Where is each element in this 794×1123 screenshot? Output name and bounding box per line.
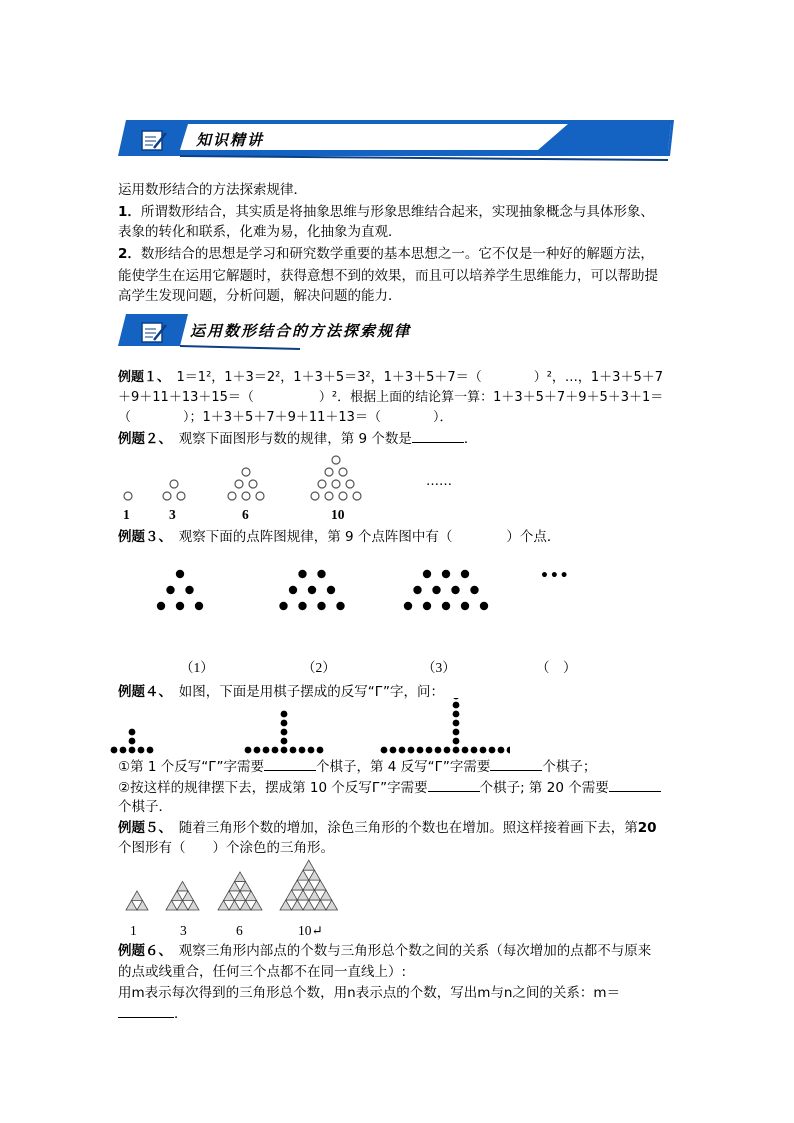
dot [442, 570, 450, 578]
example-text: 1＝1²，1＋3＝2²，1＋3＋5＝3²，1＋3＋5＋7＝（ ）²，…，1＋3＋5＋7 [176, 370, 663, 385]
shaded-triangle [132, 891, 143, 901]
ellipsis: …… [426, 474, 452, 489]
answer-blank[interactable] [428, 777, 480, 792]
circle-dot [346, 480, 354, 488]
chess-piece [498, 747, 505, 754]
chess-piece [245, 747, 252, 754]
dot [336, 602, 344, 610]
example-1-cont2: （ ）；1＋3＋5＋7＋9＋11＋13＝（ ）． [118, 410, 453, 425]
method-banner-title: 运用数形结合的方法探索规律 [190, 322, 412, 340]
shaded-triangle [240, 881, 251, 891]
figure-caption: （1） [180, 660, 214, 675]
chess-piece [462, 747, 469, 754]
dot [327, 586, 335, 594]
circle-dot [339, 468, 347, 476]
example-1-cont: ＋9＋11＋13＋15＝（ ）²．根据上面的结论算一算：1＋3＋5＋7＋9＋5＋3＋1＝ [118, 390, 664, 405]
point-number: 2． [118, 246, 141, 262]
circle-dot [325, 492, 333, 500]
figure-number: 3 [180, 923, 187, 938]
example-end: ． [174, 1006, 188, 1022]
chess-piece [281, 747, 288, 754]
chess-piece [444, 747, 451, 754]
figure-number: 1 [123, 507, 130, 522]
answer-blank[interactable] [412, 428, 464, 443]
q-text: 个棋子； [542, 759, 597, 775]
point-text: 所谓数形结合，其实质是将抽象思维与形象思维结合起来，实现抽象概念与具体形象、 [140, 204, 654, 220]
chess-piece [308, 747, 315, 754]
chess-piece [129, 738, 136, 745]
chess-piece [408, 747, 415, 754]
dot [298, 602, 306, 610]
chess-piece [299, 747, 306, 754]
dot [432, 586, 440, 594]
example-6-cont2: 用m表示每次得到的三角形总个数，用n表示点的个数，写出m与n之间的关系：m＝ [118, 985, 621, 1001]
dots-more: • • • [540, 568, 567, 584]
chess-piece [471, 747, 478, 754]
chess-piece [281, 738, 288, 745]
shaded-triangle [297, 870, 309, 880]
shaded-triangle [309, 890, 321, 900]
dot [423, 602, 431, 610]
example-label: 例题６、 [118, 943, 166, 959]
shaded-triangle [292, 880, 304, 890]
example-4-q1 [118, 756, 596, 777]
circle-triangle-figures [110, 446, 410, 506]
figure-number: 10↵ [298, 923, 323, 938]
circle-dot [228, 492, 236, 500]
circle-dot [249, 480, 257, 488]
chess-piece [426, 747, 433, 754]
knowledge-banner [118, 118, 674, 162]
shaded-triangle [188, 900, 199, 910]
circle-dot [318, 480, 326, 488]
chess-piece [147, 747, 154, 754]
example-end: ． [463, 431, 478, 447]
chess-piece-figures [110, 698, 510, 758]
dot [423, 570, 431, 578]
shaded-triangle [229, 900, 240, 910]
chess-piece [453, 729, 460, 736]
shaded-triangle [303, 880, 315, 890]
figure-number: 10 [331, 507, 345, 522]
notebook-icon [140, 128, 168, 152]
circle-dot [177, 492, 185, 500]
shaded-triangle [292, 900, 304, 910]
chess-piece [317, 747, 324, 754]
shaded-triangle [280, 900, 292, 910]
intro-point-2-cont: 能使学生在运用它解题时，获得意想不到的效果，而且可以培养学生思维能力，可以帮助提 [118, 268, 658, 284]
shaded-triangle [326, 900, 338, 910]
circle-dot [242, 492, 250, 500]
dot [176, 602, 184, 610]
chess-piece [111, 747, 118, 754]
shaded-triangle [235, 872, 246, 882]
highlight-number: 20 [637, 820, 657, 836]
intro-line: 运用数形结合的方法探索规律． [118, 182, 307, 198]
example-1 [118, 368, 663, 388]
chess-piece [254, 747, 261, 754]
figure-number: 6 [236, 923, 243, 938]
shaded-triangle [126, 900, 137, 910]
example-text: 随着三角形个数的增加，涂色三角形的个数也在增加。照这样接着画下去，第 [178, 820, 638, 836]
chess-piece [453, 747, 460, 754]
point-number: 1． [118, 204, 141, 220]
chess-piece [381, 747, 388, 754]
dot [317, 570, 325, 578]
example-5-cont: 个图形有（ ）个涂色的三角形。 [118, 840, 334, 856]
dot [195, 602, 203, 610]
example-label: 例题５、 [118, 820, 166, 836]
example-text: 如图，下面是用棋子摆成的反写“Г”字，问： [178, 684, 444, 700]
shaded-triangle [315, 880, 327, 890]
chess-piece [453, 702, 460, 709]
example-label: 例题３、 [118, 529, 166, 545]
answer-blank[interactable] [264, 756, 316, 771]
q-text: 个棋子; 第 20 个需要 [479, 780, 609, 796]
example-4-q2 [118, 777, 661, 798]
chess-piece [435, 747, 442, 754]
dot [317, 602, 325, 610]
example-label: 例题１、 [118, 370, 164, 385]
chess-piece [290, 747, 297, 754]
example-6-cont: 的点或线重合，任何三个点都不在同一直线上）: [118, 964, 407, 980]
shaded-triangle [177, 900, 188, 910]
shaded-triangle [297, 890, 309, 900]
dot [451, 586, 459, 594]
shaded-triangle [303, 860, 315, 870]
chess-piece [417, 747, 424, 754]
chess-piece [129, 729, 136, 736]
dot [480, 602, 488, 610]
circle-dot [124, 492, 132, 500]
answer-blank[interactable] [118, 1003, 174, 1018]
shaded-triangle [183, 891, 194, 901]
chess-piece [272, 747, 279, 754]
figure-number: 1 [130, 923, 137, 938]
figure-caption: （3） [422, 660, 456, 675]
dot [289, 586, 297, 594]
example-5 [118, 818, 657, 838]
intro-point-1 [118, 202, 654, 222]
answer-blank[interactable] [490, 756, 542, 771]
chess-piece [390, 747, 397, 754]
circle-dot [332, 456, 340, 464]
dot [176, 570, 184, 578]
dot [298, 570, 306, 578]
circle-dot [256, 492, 264, 500]
shaded-triangle [286, 890, 298, 900]
chess-piece [489, 747, 496, 754]
shaded-triangle [229, 881, 240, 891]
triangle-figures [118, 858, 358, 918]
dot [166, 586, 174, 594]
figure-number: 6 [242, 507, 249, 522]
chess-piece [453, 738, 460, 745]
shaded-triangle [246, 891, 257, 901]
example-6-answer [118, 1003, 188, 1024]
figure-number: 3 [169, 507, 176, 522]
chess-piece [507, 747, 510, 754]
circle-dot [163, 492, 171, 500]
chess-piece [281, 720, 288, 727]
dot [470, 586, 478, 594]
chess-piece [129, 747, 136, 754]
circle-dot [311, 492, 319, 500]
shaded-triangle [240, 900, 251, 910]
circle-dot [339, 492, 347, 500]
example-label: 例题２、 [118, 431, 166, 447]
chess-piece [399, 747, 406, 754]
method-banner [118, 312, 412, 352]
answer-blank[interactable] [609, 777, 661, 792]
shaded-triangle [235, 891, 246, 901]
example-text: 观察下面图形与数的规律，第 9 个数是 [178, 431, 412, 447]
intro-point-2 [118, 244, 654, 264]
chess-piece [138, 747, 145, 754]
circle-dot [325, 468, 333, 476]
shaded-triangle [177, 881, 188, 891]
dot [308, 586, 316, 594]
shaded-triangle [218, 900, 229, 910]
shaded-triangle [309, 870, 321, 880]
shaded-triangle [315, 900, 327, 910]
dot [442, 602, 450, 610]
shaded-triangle [137, 900, 148, 910]
shaded-triangle [251, 900, 262, 910]
chess-piece [263, 747, 270, 754]
dot [461, 602, 469, 610]
dot [279, 602, 287, 610]
point-text: 数形结合的思想是学习和研究数学重要的基本思想之一。它不仅是一种好的解题方法， [140, 246, 654, 262]
dot [157, 602, 165, 610]
dot [185, 586, 193, 594]
chess-piece [453, 698, 460, 699]
chess-piece [120, 747, 127, 754]
shaded-triangle [303, 900, 315, 910]
figure-caption: （2） [302, 660, 336, 675]
dot [413, 586, 421, 594]
example-label: 例题４、 [118, 684, 166, 700]
example-6 [118, 941, 651, 961]
circle-dot [170, 480, 178, 488]
intro-point-1-cont: 表象的转化和联系，化难为易，化抽象为直观． [118, 224, 402, 240]
q-text: 个棋子，第 4 反写“Г”字需要 [316, 759, 491, 775]
q-text: ①第 1 个反写“Г”字需要 [118, 759, 264, 775]
shaded-triangle [172, 891, 183, 901]
chess-piece [453, 720, 460, 727]
chess-piece [480, 747, 487, 754]
dot [404, 602, 412, 610]
shaded-triangle [320, 890, 332, 900]
intro-point-2-cont2: 高学生发现问题，分析问题，解决问题的能力． [118, 288, 402, 304]
shaded-triangle [224, 891, 235, 901]
chess-piece [453, 711, 460, 718]
figure-caption: （ ） [536, 660, 577, 675]
circle-dot [242, 468, 250, 476]
shaded-triangle [166, 900, 177, 910]
knowledge-banner-title: 知识精讲 [196, 131, 265, 149]
example-text: 观察三角形内部点的个数与三角形总个数之间的关系（每次增加的点都不与原来 [178, 943, 652, 959]
example-text: 观察下面的点阵图规律，第 9 个点阵图中有（ ）个点． [178, 529, 561, 545]
circle-dot [353, 492, 361, 500]
q-text: ②按这样的规律摆下去，摆成第 10 个反写Г”字需要 [118, 780, 428, 796]
circle-dot [235, 480, 243, 488]
chess-piece [281, 729, 288, 736]
example-4-q2-cont: 个棋子． [118, 799, 172, 815]
dot-array-figures [140, 560, 540, 620]
notebook-icon [140, 320, 168, 344]
circle-dot [332, 480, 340, 488]
dot [461, 570, 469, 578]
chess-piece [281, 711, 288, 718]
example-3 [118, 527, 560, 547]
